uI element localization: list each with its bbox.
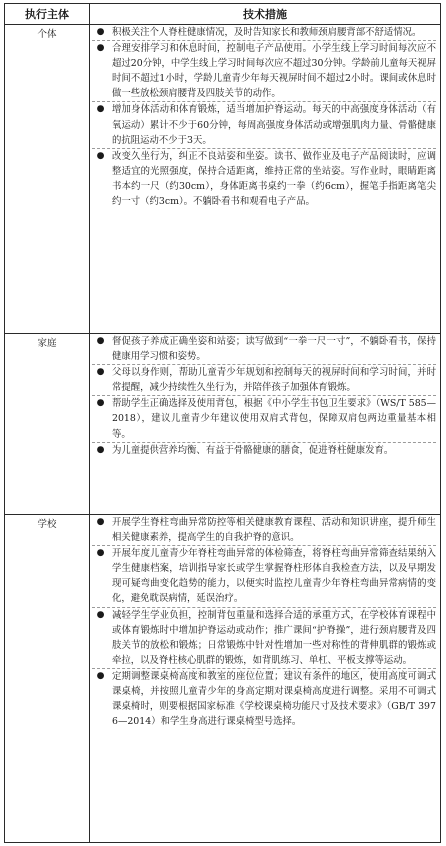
measure-item — [92, 149, 436, 209]
row-individual — [5, 25, 441, 334]
measure-item — [92, 546, 436, 607]
row-family — [5, 334, 441, 515]
actor-individual: 个体 — [5, 25, 90, 334]
measures-individual — [90, 25, 441, 334]
actor-family: 家庭 — [5, 334, 90, 515]
measure-text: 减轻学生学业负担，控制背包重量和选择合适的承重方式，在学校体育课程中或体育锻炼时中增加护脊运动或动作；推广课间“护脊操”，进行颈肩腰背及四肢关节的放松和锻炼；日常锻炼中针对性增加一些对称性的背伸肌群的锻炼或牵拉，以及脊柱核心肌群的锻炼，如背肌练习、单杠、平板支撑等运动。 — [112, 609, 436, 666]
measures-school — [90, 515, 441, 843]
measure-item — [92, 334, 436, 365]
measure-text: 改变久坐行为，纠正不良站姿和坐姿。读书、做作业及电子产品阅读时，应调整适宜的光照强度，保持合适距离，维持正常的坐站姿。写作业时，眼睛距离书本约一尺（约30cm），身体距离书桌约一拳（约6cm），握笔手指距离笔尖约一寸（约3cm）。不躺卧看书和观看电子产品。 — [112, 150, 436, 208]
measure-text: 积极关注个人脊柱健康情况，及时告知家长和教师颈肩腰背部不舒适情况。 — [112, 27, 422, 38]
measure-item — [92, 365, 436, 396]
measure-item — [92, 608, 436, 669]
measure-text: 开展年度儿童青少年脊柱弯曲异常的体检筛查，将脊柱弯曲异常筛查结果纳入学生健康档案，培训指导家长或学生掌握脊柱形体自我检查方法，以及早期发现可疑弯曲变化趋势的能力，以便实时监控儿童青少年脊柱弯曲异常病情的变化，避免耽误病情，延误治疗。 — [112, 548, 436, 605]
measures-table — [4, 3, 441, 843]
measure-text: 定期调整课桌椅高度和教室的座位位置；建议有条件的地区，使用高度可调式课桌椅，并按照儿童青少年的身高定期对课桌椅高度进行调整。采用不可调式课桌椅时，则要根据国家标准《学校课桌椅功能尺寸及技术要求》（GB/T 3976—2014）和学生身高进行课桌椅型号选择。 — [112, 670, 436, 728]
bullet-icon: ● — [96, 367, 105, 378]
measure-text: 开展学生脊柱弯曲异常防控等相关健康教育课程、活动和知识讲座，提升师生相关健康素养，提高学生的自我护脊的意识。 — [112, 517, 436, 544]
bullet-icon: ● — [96, 670, 105, 681]
measure-text: 父母以身作则，帮助儿童青少年规划和控制每天的视屏时间和学习时间，并时常提醒，减少持续性久坐行为，并陪伴孩子加强体育锻炼。 — [112, 367, 436, 394]
measure-list — [92, 334, 436, 458]
measure-item — [92, 396, 436, 442]
measure-text: 合理安排学习和休息时间，控制电子产品使用。小学生线上学习时间每次应不超过20分钟，中学生线上学习时间每次应不超过30分钟。学龄前儿童每天视屏时间不超过1小时，学龄儿童青少年每天视屏时间不超过2小时。课间或休息时做一些放松颈肩腰背及四肢关节的动作。 — [112, 43, 436, 100]
measure-item — [92, 41, 436, 102]
measure-item — [92, 443, 436, 458]
measures-family — [90, 334, 441, 515]
bullet-icon: ● — [96, 27, 105, 37]
measure-item — [92, 515, 436, 546]
bullet-icon: ● — [96, 336, 105, 346]
bullet-icon: ● — [96, 398, 105, 409]
header-actor: 执行主体 — [5, 4, 90, 25]
actor-school: 学校 — [5, 515, 90, 843]
row-school — [5, 515, 441, 843]
measure-text: 帮助学生正确选择及使用背包，根据《中小学生书包卫生要求》（WS/T 585—2018），建议儿童青少年建议使用双肩式背包，保障双肩包两边重量基本相等。 — [112, 398, 436, 440]
header-measures: 技术措施 — [90, 4, 441, 25]
measure-list — [92, 25, 436, 209]
measure-item — [92, 102, 436, 148]
header-row — [5, 4, 441, 25]
bullet-icon: ● — [96, 104, 105, 115]
measure-text: 为儿童提供营养均衡、有益于骨骼健康的膳食，促进脊柱健康发育。 — [112, 444, 394, 456]
measure-list — [92, 515, 436, 729]
measure-item — [92, 669, 436, 729]
bullet-icon: ● — [96, 444, 105, 455]
bullet-icon: ● — [96, 150, 105, 161]
measure-text: 增加身体活动和体育锻炼，适当增加护脊运动。每天的中高强度身体活动（有氧运动）累计不少于60分钟，每周高强度身体活动或增强肌肉力量、骨骼健康的抗阻运动不少于3天。 — [112, 104, 436, 146]
bullet-icon: ● — [96, 517, 105, 527]
bullet-icon: ● — [96, 548, 105, 559]
measure-text: 督促孩子养成正确坐姿和站姿；读写做到“一拳一尺一寸”，不躺卧看书，保持健康用学习惯和姿势。 — [112, 336, 436, 363]
bullet-icon: ● — [96, 609, 105, 620]
measure-item — [92, 25, 436, 41]
bullet-icon: ● — [96, 43, 105, 54]
